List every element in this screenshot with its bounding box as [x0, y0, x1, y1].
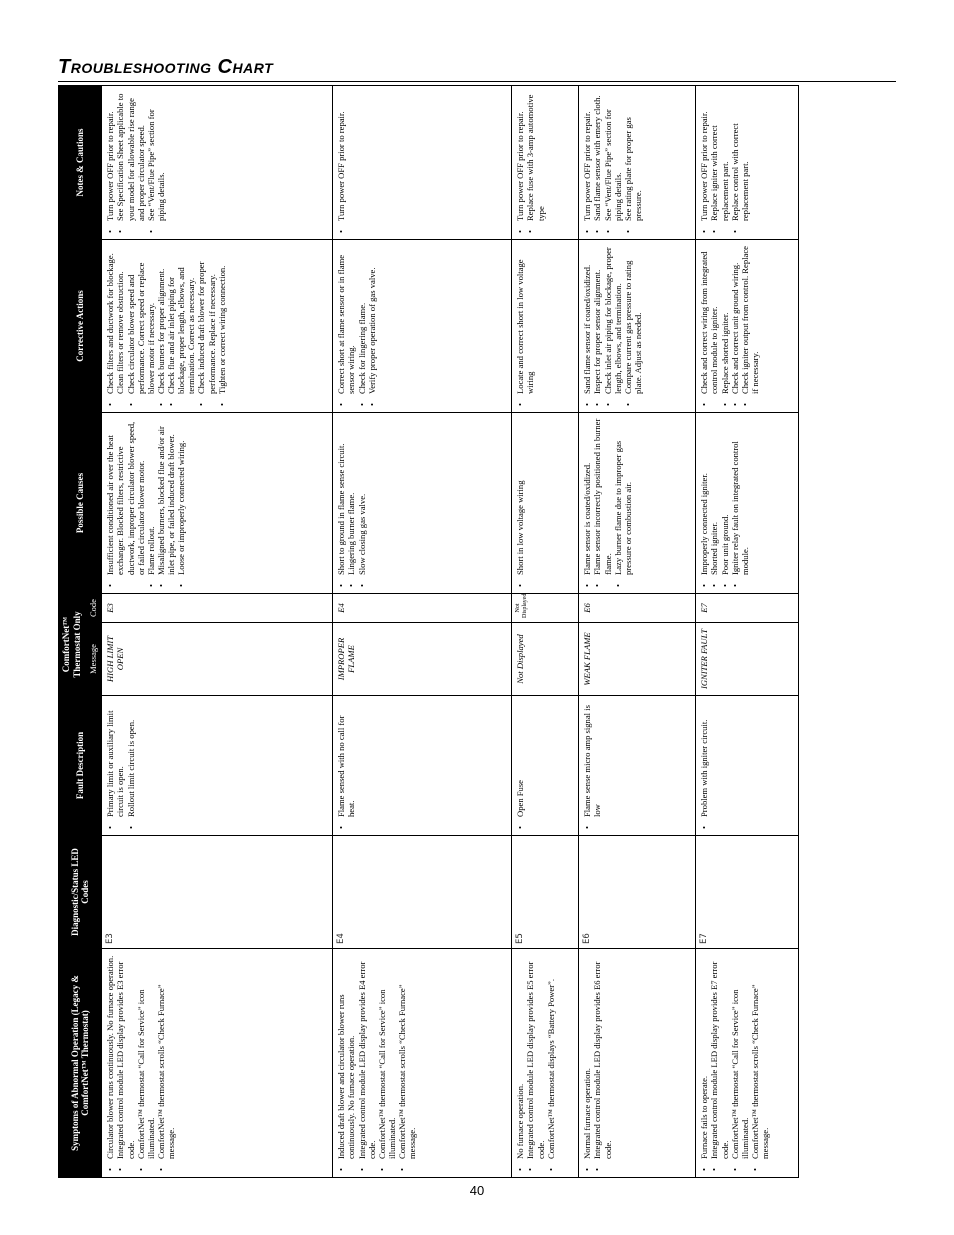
list-item: • ComfortNet™ thermostat scrolls “Check Furnace” message. — [750, 953, 770, 1159]
list-item: • ComfortNet™ thermostat “Call for Service” icon illuminated. — [377, 953, 397, 1159]
list-item: • Insufficient conditioned air over the heat exchanger. Blocked filters, restrictive ductwork, improper circulator blower speed, or failed circulator blower motor. — [105, 417, 146, 575]
led-code-cell: E6 — [579, 836, 696, 949]
table-body — [102, 86, 799, 1178]
list-item: • Sand flame sensor with emery cloth. — [592, 90, 602, 221]
led-code-cell: E5 — [512, 836, 579, 949]
header-led-codes: Diagnostic/Status LED Codes — [59, 836, 102, 949]
header-corrective-actions: Corrective Actions — [59, 240, 102, 413]
list-item: • Compare current gas pressure to rating plate. Adjust as needed. — [623, 244, 643, 394]
thermostat-message-cell: IGNITER FAULT — [696, 623, 799, 696]
list-item: • Replace control with correct replacement part. — [730, 90, 750, 221]
notes-cell — [512, 86, 579, 240]
actions-list — [699, 244, 760, 408]
list-item: • Short in low voltage wiring — [515, 417, 525, 575]
troubleshooting-table — [58, 85, 799, 1178]
list-item: • No furnace operation. — [515, 953, 525, 1159]
list-item: • Lingering burner flame. — [346, 417, 356, 575]
actions-cell — [696, 240, 799, 413]
thermostat-code-cell: Not Displayed — [512, 594, 579, 623]
actions-list — [105, 244, 227, 408]
list-item: • Induced draft blower and circulator blower runs continuously. No furnace operation. — [336, 953, 356, 1159]
list-item: • Problem with igniter circuit. — [699, 700, 709, 817]
list-item: • Turn power OFF prior to repair. — [699, 90, 709, 221]
list-item: • Inspect for proper sensor alignment. — [592, 244, 602, 394]
list-item: • Lazy burner flame due to improper gas pressure or combustion air. — [613, 417, 633, 575]
list-item: • Shorted igniter. — [709, 417, 719, 575]
list-item: • Integrated control module LED display provides E6 error code. — [592, 953, 612, 1159]
list-item: • Open Fuse — [515, 700, 525, 817]
list-item: • Integrated control module LED display provides E7 error code. — [709, 953, 729, 1159]
symptoms-list — [336, 953, 417, 1173]
list-item: • Replace shorted igniter. — [720, 244, 730, 394]
list-item: • Check circulator blower speed and performance. Correct speed or replace blower motor if necessary. — [126, 244, 156, 394]
list-item: • Turn power OFF prior to repair. — [515, 90, 525, 221]
symptoms-cell — [579, 949, 696, 1178]
fault-list — [515, 700, 525, 831]
header-symptoms: Symptoms of Abnormal Operation (Legacy & ComfortNet™ Thermostat) — [59, 949, 102, 1178]
fault-list — [105, 700, 135, 831]
causes-list — [336, 417, 366, 589]
list-item: • Improperly connected igniter. — [699, 417, 709, 575]
list-item: • Poor unit ground. — [720, 417, 730, 575]
symptoms-cell — [102, 949, 333, 1178]
list-item: • See Specification Sheet applicable to your model for allowable rise range and proper circulator speed. — [115, 90, 145, 221]
actions-list — [336, 244, 377, 408]
symptoms-list — [699, 953, 770, 1173]
causes-list — [515, 417, 525, 589]
notes-cell — [579, 86, 696, 240]
symptoms-list — [515, 953, 556, 1173]
list-item: • Check burners for proper alignment. — [156, 244, 166, 394]
actions-cell — [333, 240, 512, 413]
table-row — [102, 86, 333, 1178]
list-item: • ComfortNet™ thermostat scrolls “Check Furnace” message. — [156, 953, 176, 1159]
list-item: • Igniter relay fault on integrated control module. — [730, 417, 750, 575]
list-item: • Short to ground in flame sense circuit. — [336, 417, 346, 575]
actions-cell — [579, 240, 696, 413]
list-item: • Locate and correct short in low voltage wiring — [515, 244, 535, 394]
list-item: • Loose or improperly connected wiring. — [176, 417, 186, 575]
page-number: 40 — [469, 1183, 485, 1198]
list-item: • Flame sensed with no call for heat. — [336, 700, 356, 817]
list-item: • Check flue and air inlet piping for blockage, proper length, elbows, and termination. Correct as necessary. — [166, 244, 196, 394]
notes-cell — [696, 86, 799, 240]
header-message: Message — [85, 623, 102, 696]
actions-cell — [102, 240, 333, 413]
symptoms-cell — [512, 949, 579, 1178]
list-item: • Check inlet air piping for blockage, proper length, elbows, and termination. — [603, 244, 623, 394]
thermostat-code-cell: E7 — [696, 594, 799, 623]
led-code-cell: E3 — [102, 836, 333, 949]
causes-cell — [333, 413, 512, 594]
notes-list — [699, 90, 750, 235]
fault-cell — [696, 696, 799, 836]
list-item: • ComfortNet™ thermostat displays “Battery Power”. — [546, 953, 556, 1159]
symptoms-cell — [333, 949, 512, 1178]
list-item: • See “Vent/Flue Pipe” section for piping details. — [146, 90, 166, 221]
title-divider — [58, 81, 896, 82]
fault-cell — [102, 696, 333, 836]
list-item: • Replace igniter with correct replacement part. — [709, 90, 729, 221]
causes-cell — [512, 413, 579, 594]
list-item: • Turn power OFF prior to repair. — [582, 90, 592, 221]
list-item: • Slow closing gas valve. — [357, 417, 367, 575]
list-item: • Primary limit or auxiliary limit circuit is open. — [105, 700, 125, 817]
header-notes: Notes & Cautions — [59, 86, 102, 240]
actions-list — [582, 244, 643, 408]
led-code-cell: E7 — [696, 836, 799, 949]
list-item: • Furnace fails to operate. — [699, 953, 709, 1159]
thermostat-message-cell: WEAK FLAME — [579, 623, 696, 696]
thermostat-message-cell: HIGH LIMIT OPEN — [102, 623, 333, 696]
list-item: • Check and correct unit ground wiring. — [730, 244, 740, 394]
list-item: • Rollout limit circuit is open. — [126, 700, 136, 817]
list-item: • Check filters and ductwork for blockage. Clean filters or remove obstruction. — [105, 244, 125, 394]
list-item: • Circulator blower runs continuously. No furnace operation. — [105, 953, 115, 1159]
symptoms-list — [105, 953, 176, 1173]
troubleshooting-chart — [58, 86, 771, 1178]
list-item: • Tighten or correct wiring connection. — [217, 244, 227, 394]
header-thermostat: ComfortNet™ Thermostat Only — [59, 594, 85, 696]
notes-list — [582, 90, 643, 235]
list-item: • ComfortNet™ thermostat “Call for Service” icon illuminated. — [730, 953, 750, 1159]
list-item: • Check and correct wiring from integrated control module to igniter. — [699, 244, 719, 394]
thermostat-code-cell: E4 — [333, 594, 512, 623]
list-item: • Flame sensor incorrectly positioned in burner flame. — [592, 417, 612, 575]
notes-list — [515, 90, 545, 235]
list-item: • Flame rollout. — [146, 417, 156, 575]
list-item: • Check for lingering flame. — [357, 244, 367, 394]
list-item: • Correct short at flame sensor or in flame sensor wiring. — [336, 244, 356, 394]
list-item: • Integrated control module LED display provides E4 error code. — [357, 953, 377, 1159]
causes-list — [582, 417, 633, 589]
list-item: • Normal furnace operation. — [582, 953, 592, 1159]
table-row — [512, 86, 579, 1178]
fault-list — [699, 700, 709, 831]
header-code: Code — [85, 594, 102, 623]
notes-list — [105, 90, 166, 235]
causes-cell — [579, 413, 696, 594]
thermostat-message-cell: Not Displayed — [512, 623, 579, 696]
list-item: • See “Vent/Flue Pipe” section for piping details. — [603, 90, 623, 221]
list-item: • Misaligned burners, blocked flue and/or air inlet pipe, or failed induced draft blower. — [156, 417, 176, 575]
symptoms-cell — [696, 949, 799, 1178]
actions-list — [515, 244, 535, 408]
causes-cell — [102, 413, 333, 594]
rotated-table-container — [58, 86, 771, 1178]
list-item: • Check igniter output from control. Replace if necessary. — [740, 244, 760, 394]
page-title: Troubleshooting Chart — [58, 56, 274, 78]
fault-cell — [579, 696, 696, 836]
symptoms-list — [582, 953, 612, 1173]
list-item: • Turn power OFF prior to repair. — [105, 90, 115, 221]
table-row — [696, 86, 799, 1178]
notes-cell — [333, 86, 512, 240]
list-item: • See rating plate for proper gas pressure. — [623, 90, 643, 221]
fault-cell — [333, 696, 512, 836]
list-item: • Turn power OFF prior to repair. — [336, 90, 346, 221]
causes-cell — [696, 413, 799, 594]
thermostat-code-cell: E6 — [579, 594, 696, 623]
list-item: • ComfortNet™ thermostat “Call for Service” icon illuminated. — [136, 953, 156, 1159]
notes-cell — [102, 86, 333, 240]
table-row — [579, 86, 696, 1178]
led-code-cell: E4 — [333, 836, 512, 949]
table-row — [333, 86, 512, 1178]
fault-list — [336, 700, 356, 831]
list-item: • Check induced draft blower for proper performance. Replace if necessary. — [196, 244, 216, 394]
thermostat-code-cell: E3 — [102, 594, 333, 623]
list-item: • Flame sense micro amp signal is low — [582, 700, 602, 817]
list-item: • Replace fuse with 3-amp automotive type — [525, 90, 545, 221]
fault-list — [582, 700, 602, 831]
actions-cell — [512, 240, 579, 413]
list-item: • Verify proper operation of gas valve. — [367, 244, 377, 394]
list-item: • ComfortNet™ thermostat scrolls “Check Furnace” message. — [397, 953, 417, 1159]
list-item: • Integrated control module LED display provides E5 error code. — [525, 953, 545, 1159]
header-possible-causes: Possible Causes — [59, 413, 102, 594]
thermostat-message-cell: IMPROPER FLAME — [333, 623, 512, 696]
list-item: • Flame sensor is coated/oxidized. — [582, 417, 592, 575]
list-item: • Sand flame sensor if coated/oxidized. — [582, 244, 592, 394]
notes-list — [336, 90, 346, 235]
causes-list — [699, 417, 750, 589]
list-item: • Integrated control module LED display provides E3 error code. — [115, 953, 135, 1159]
header-fault-description: Fault Description — [59, 696, 102, 836]
fault-cell — [512, 696, 579, 836]
causes-list — [105, 417, 186, 589]
